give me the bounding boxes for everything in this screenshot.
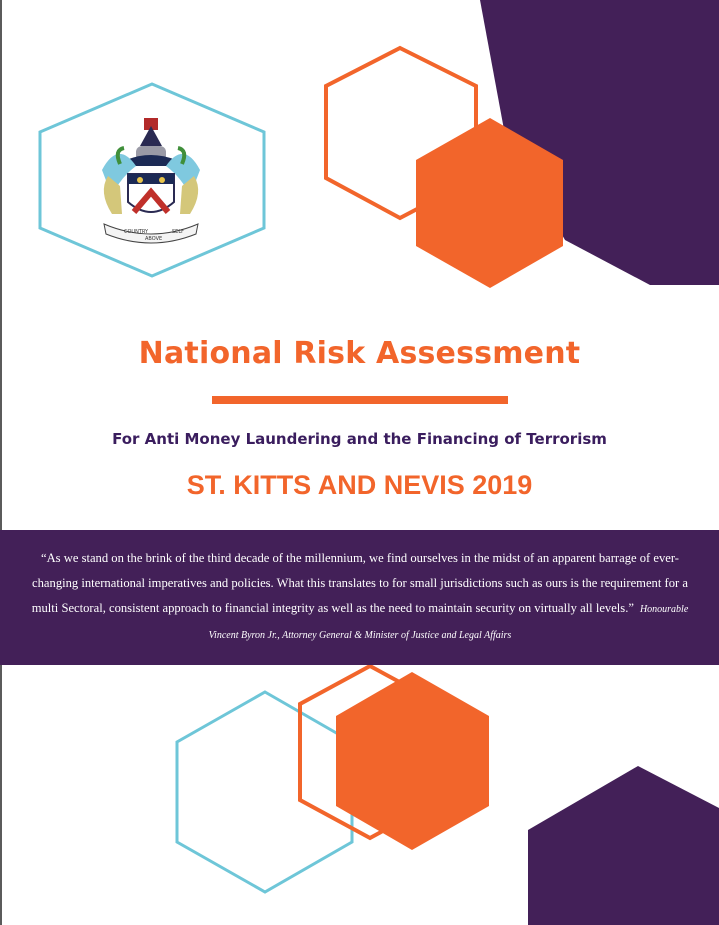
orange-filled-hexagon-bottom <box>336 672 489 850</box>
quote-attribution: Honourable Vincent Byron Jr., Attorney General & Minister of Justice and Legal Affairs <box>208 604 689 641</box>
document-subtitle: For Anti Money Laundering and the Financing of Terrorism <box>112 430 607 448</box>
document-title: National Risk Assessment <box>138 336 581 371</box>
purple-hexagon-bottom <box>528 766 719 925</box>
quote-text: “As we stand on the brink of the third decade of the millennium, we find ourselves in the midst of an apparent barrage of ever-changing international imperatives and policies. What this translates to for small jurisdictions such as ours is the requirement for a multi Sectoral, consistent approach to financial integrity as well as the need to maintain security on virtually all levels.” <box>31 551 688 615</box>
title-underline <box>212 396 508 404</box>
motto-left: COUNTRY <box>124 229 149 235</box>
motto-center: ABOVE <box>145 236 163 242</box>
country-year-heading: ST. KITTS AND NEVIS 2019 <box>186 470 533 500</box>
quote-banner <box>0 530 719 665</box>
teal-outline-hexagon-bottom <box>177 692 352 892</box>
motto-right: SELF <box>172 229 184 235</box>
quote-block <box>22 546 698 648</box>
coat-of-arms-emblem <box>102 118 200 243</box>
